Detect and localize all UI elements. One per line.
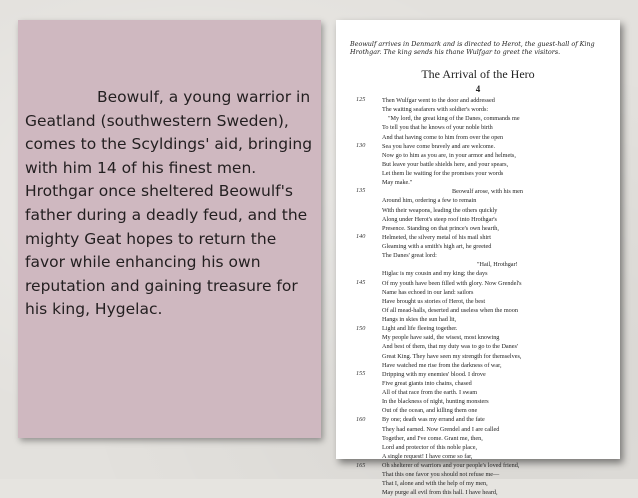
poem-line: "Hail, Hrothgar! bbox=[477, 261, 518, 269]
line-number: 140 bbox=[356, 233, 366, 241]
summary-text-card bbox=[18, 20, 321, 438]
line-number: 155 bbox=[356, 370, 366, 378]
poem-line: By one; death was my errand and the fate bbox=[382, 416, 485, 424]
chapter-number: 4 bbox=[475, 84, 481, 94]
poem-line: Of my youth have been filled with glory. Now Grendel's bbox=[382, 279, 522, 287]
poem-line: Then Wulfgar went to the door and addressed bbox=[382, 97, 495, 104]
poem-line: May purge all evil from this hall. I have heard, bbox=[382, 489, 498, 497]
chapter-intro: Beowulf arrives in Denmark and is directed to Herot, the guest-hall of King Hrothgar. The king sends his thane Wulfgar to greet the visitors. bbox=[350, 40, 595, 57]
line-number: 165 bbox=[356, 461, 366, 469]
poem-line: But leave your battle shields here, and your spears, bbox=[382, 160, 509, 168]
poem-line: Hangs in skies the sun had lit, bbox=[382, 316, 457, 323]
poem-line: That I, alone and with the help of my men, bbox=[382, 480, 488, 488]
poem-line: All of that race from the earth. I swam bbox=[382, 389, 478, 396]
poem-line: Gleaming with a smith's high art, he greeted bbox=[382, 243, 492, 250]
poem-line: Helmeted, the silvery metal of his mail shirt bbox=[382, 233, 491, 241]
book-page-image bbox=[336, 20, 620, 497]
poem-line: Let them lie waiting for the promises your words bbox=[382, 170, 504, 177]
summary-paragraph bbox=[25, 86, 317, 322]
poem-line: Presence. Standing on that prince's own hearth, bbox=[382, 224, 499, 232]
poem-line: And best of them, that my duty was to go to the Danes' bbox=[382, 343, 519, 351]
poem-line: Lord and protector of this noble place, bbox=[382, 443, 478, 451]
summary-body-text: warrior in Geatland (southwestern Sweden), comes to the Scyldings' aid, bringing with him 14 of his finest men. Hrothgar once sheltered Beowulf's father during a deadly feud, and the mighty Geat hopes to return the favor while enhancing his own reputation and gaining treasure for his king, Hygelac. bbox=[25, 88, 313, 319]
poem-line: Oh shelterer of warriors and your people's loved friend, bbox=[382, 462, 520, 469]
poem-line: Around him, ordering a few to remain bbox=[382, 197, 477, 205]
poem-line: Beowulf arose, with his men bbox=[452, 188, 523, 196]
poem-line: Higlac is my cousin and my king; the days bbox=[382, 270, 488, 278]
poem-text bbox=[382, 96, 612, 498]
line-number: 125 bbox=[356, 96, 366, 103]
poem-line: Great King. They have seen my strength for themselves, bbox=[382, 352, 522, 360]
poem-line: With their weapons, leading the others quickly bbox=[382, 206, 498, 214]
poem-line: To tell you that he knows of your noble birth bbox=[382, 124, 493, 132]
poem-line: Sea you have come bravely and are welcome. bbox=[382, 142, 496, 150]
poem-line: My people have said, the wisest, most knowing bbox=[382, 334, 500, 342]
poem-line: And that having come to him from over the open bbox=[382, 133, 504, 141]
poem-line: Of all mead-halls, deserted and useless when the moon bbox=[382, 306, 518, 314]
poem-line: Have brought us stories of Herot, the best bbox=[382, 297, 486, 305]
poem-line: Together, and I've come. Grant me, then, bbox=[382, 434, 483, 442]
poem-line: They had earned. Now Grendel and I are called bbox=[382, 425, 500, 433]
poem-line: Have watched me rise from the darkness of war, bbox=[382, 361, 502, 369]
poem-line: Dripping with my enemies' blood. I drove bbox=[382, 370, 486, 378]
poem-line: Five great giants into chains, chased bbox=[382, 379, 472, 387]
poem-line: Out of the ocean, and killing them one bbox=[382, 407, 478, 415]
poem-line: In the blackness of night, hunting monsters bbox=[382, 398, 489, 406]
poem-line: May make." bbox=[382, 179, 413, 187]
poem-line: A single request! I have come so far, bbox=[382, 452, 473, 460]
line-number: 135 bbox=[356, 187, 366, 195]
line-number: 130 bbox=[356, 141, 366, 149]
poem-line: "My lord, the great king of the Danes, commands me bbox=[388, 115, 520, 123]
chapter-title: The Arrival of the Hero bbox=[421, 67, 535, 81]
line-number: 150 bbox=[356, 324, 366, 332]
poem-line: The Danes' great lord: bbox=[382, 252, 437, 260]
poem-line: That this one favor you should not refuse me— bbox=[382, 471, 500, 479]
poem-line: Name has echoed in our land: sailors bbox=[382, 288, 474, 296]
poem-line: The waiting seafarers with soldier's words: bbox=[382, 106, 489, 114]
summary-first-line: Beowulf, a young bbox=[97, 88, 232, 106]
poem-line: Now go to him as you are, in your armor and helmets, bbox=[382, 151, 516, 159]
line-number: 160 bbox=[356, 415, 366, 423]
line-number: 145 bbox=[356, 278, 366, 286]
poem-line: Along under Herot's steep roof into Hrothgar's bbox=[382, 215, 497, 223]
poem-line: Light and life fleeing together. bbox=[382, 325, 458, 333]
